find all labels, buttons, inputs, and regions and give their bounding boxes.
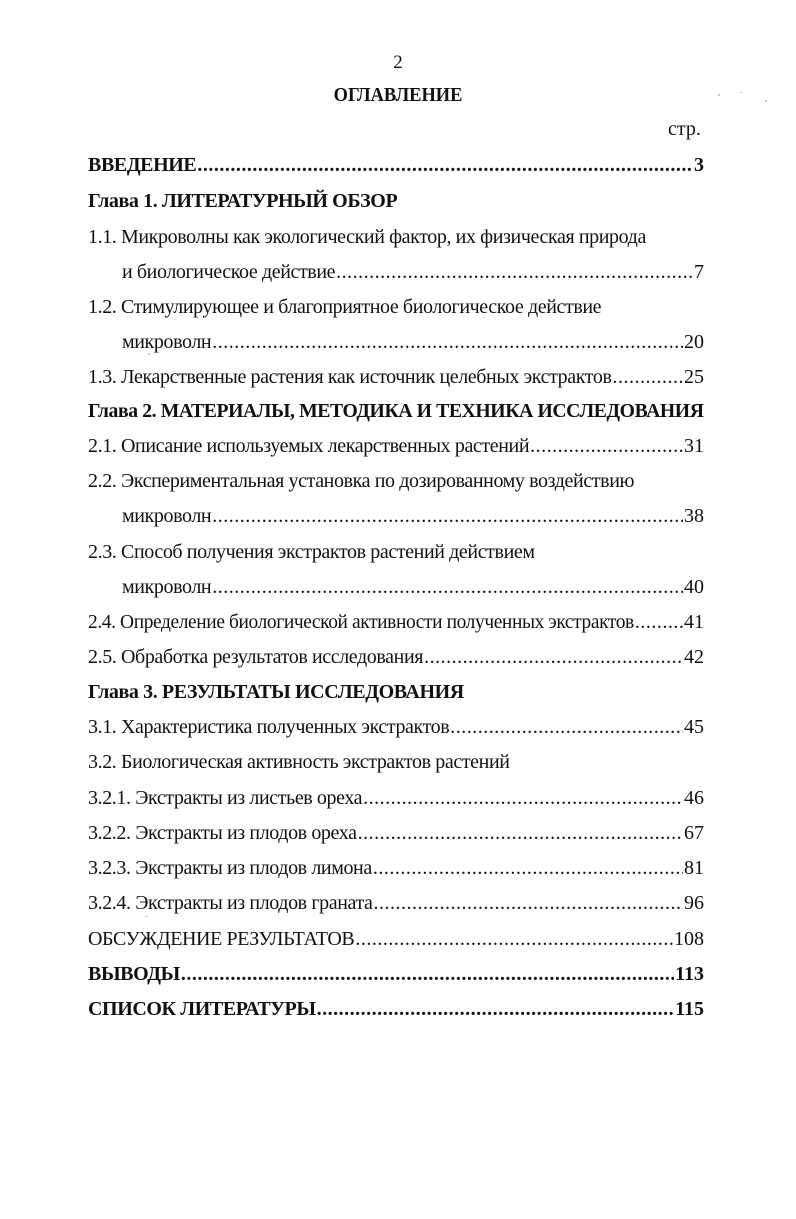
toc-entry-title: 3.2.3. Экстракты из плодов лимона <box>88 857 372 879</box>
toc-entry-title: 2.2. Экспериментальная установка по дозированному воздействию <box>88 470 635 492</box>
toc-entry-page: 81 <box>684 857 704 879</box>
toc-entry <box>88 539 704 565</box>
toc-entry <box>88 749 704 775</box>
toc-entry <box>88 188 704 214</box>
dot-leader <box>613 364 683 390</box>
dot-leader <box>363 785 683 811</box>
toc-entry <box>88 433 704 459</box>
toc-entry-page: 46 <box>684 787 704 809</box>
toc-entry <box>88 996 704 1022</box>
toc-entry-title: 3.2. Биологическая активность экстрактов растений <box>88 751 510 773</box>
toc-entry-page: 20 <box>684 331 704 353</box>
toc-entry-title: Глава 3. РЕЗУЛЬТАТЫ ИССЛЕДОВАНИЯ <box>88 681 464 703</box>
toc-entry-page: 108 <box>674 928 704 950</box>
toc-entry-title: микроволн <box>122 505 212 527</box>
toc-entry <box>122 574 704 600</box>
dot-leader <box>212 329 683 355</box>
dot-leader <box>374 890 683 916</box>
toc-entry <box>122 259 704 285</box>
toc-entry <box>88 644 704 670</box>
toc-entry-title: и биологическое действие <box>122 261 336 283</box>
toc-entry-page: 41 <box>684 611 704 633</box>
toc-entry <box>88 398 704 424</box>
toc-entry-title: 2.1. Описание используемых лекарственных растений <box>88 435 530 457</box>
toc-entry-page: 25 <box>684 366 704 388</box>
toc-entry-page: 40 <box>684 576 704 598</box>
toc-entry <box>88 714 704 740</box>
toc-entry <box>88 468 704 494</box>
scan-speck <box>740 92 742 93</box>
dot-leader <box>450 714 683 740</box>
dot-leader <box>355 926 673 952</box>
dot-leader <box>181 961 674 987</box>
dot-leader <box>358 820 683 846</box>
page-number: 2 <box>393 52 403 73</box>
toc-entry-page: 45 <box>684 716 704 738</box>
toc-entry <box>88 890 704 916</box>
toc-entry-title: микроволн <box>122 576 212 598</box>
toc-entry-title: 1.2. Стимулирующее и благоприятное биологическое действие <box>88 296 602 318</box>
toc-entry-title: 1.3. Лекарственные растения как источник целебных экстрактов <box>88 366 612 388</box>
toc-entry <box>88 785 704 811</box>
toc-entry-title: 2.4. Определение биологической активности полученных экстрактов <box>88 611 634 633</box>
scan-speck <box>145 916 148 917</box>
toc-entry <box>88 855 704 881</box>
dot-leader <box>635 609 683 635</box>
toc-entry-page: 42 <box>684 646 704 668</box>
toc-entry-title: 1.1. Микроволны как экологический фактор, их физическая природа <box>88 226 646 248</box>
scan-speck <box>765 100 767 102</box>
toc-entry <box>122 503 704 529</box>
toc-entry-title: СПИСОК ЛИТЕРАТУРЫ <box>88 998 316 1020</box>
toc-entry-title: ВЫВОДЫ <box>88 963 180 985</box>
toc-entry-title: 3.2.2. Экстракты из плодов ореха <box>88 822 357 844</box>
toc-entry-title: 3.2.4. Экстракты из плодов граната <box>88 892 373 914</box>
toc-entry <box>88 152 704 178</box>
dot-leader <box>424 644 683 670</box>
pages-column-label: стр. <box>668 118 701 140</box>
toc-entry-page: 31 <box>684 435 704 457</box>
toc-entry <box>88 926 704 952</box>
toc-entry-title: 3.1. Характеристика полученных экстрактов <box>88 716 450 738</box>
toc-entry-page: 115 <box>675 998 704 1020</box>
toc-entry <box>88 820 704 846</box>
toc-title: ОГЛАВЛЕНИЕ <box>333 84 463 106</box>
toc-entry-title: ОБСУЖДЕНИЕ РЕЗУЛЬТАТОВ <box>88 928 355 950</box>
toc-entry-title: Глава 2. МАТЕРИАЛЫ, МЕТОДИКА И ТЕХНИКА ИССЛЕДОВАНИЯ <box>88 400 704 422</box>
toc-entry <box>88 294 704 320</box>
dot-leader <box>336 259 693 285</box>
toc-entry-title: ВВЕДЕНИЕ <box>88 154 197 176</box>
toc-entry-page: 3 <box>694 154 704 176</box>
dot-leader <box>373 855 683 881</box>
toc-entry <box>88 961 704 987</box>
toc-entry <box>88 364 704 390</box>
toc-entry-page: 67 <box>684 822 704 844</box>
scan-speck <box>718 94 720 96</box>
toc-entry-page: 7 <box>694 261 704 283</box>
scan-speck <box>148 353 150 355</box>
toc-entry-title: 2.3. Способ получения экстрактов растений действием <box>88 541 535 563</box>
dot-leader <box>212 503 683 529</box>
toc-entry-page: 38 <box>684 505 704 527</box>
toc-entry <box>88 679 704 705</box>
toc-entry-title: микроволн <box>122 331 212 353</box>
toc-entry-title: 2.5. Обработка результатов исследования <box>88 646 424 668</box>
toc-entry <box>88 609 704 635</box>
dot-leader <box>197 152 693 178</box>
dot-leader <box>317 996 674 1022</box>
toc-entry-page: 96 <box>684 892 704 914</box>
dot-leader <box>530 433 683 459</box>
toc-entry <box>88 224 704 250</box>
toc-entry-title: 3.2.1. Экстракты из листьев ореха <box>88 787 363 809</box>
toc-entry-title: Глава 1. ЛИТЕРАТУРНЫЙ ОБЗОР <box>88 190 398 212</box>
dot-leader <box>212 574 683 600</box>
toc-entry <box>122 329 704 355</box>
toc-entry-page: 113 <box>675 963 704 985</box>
